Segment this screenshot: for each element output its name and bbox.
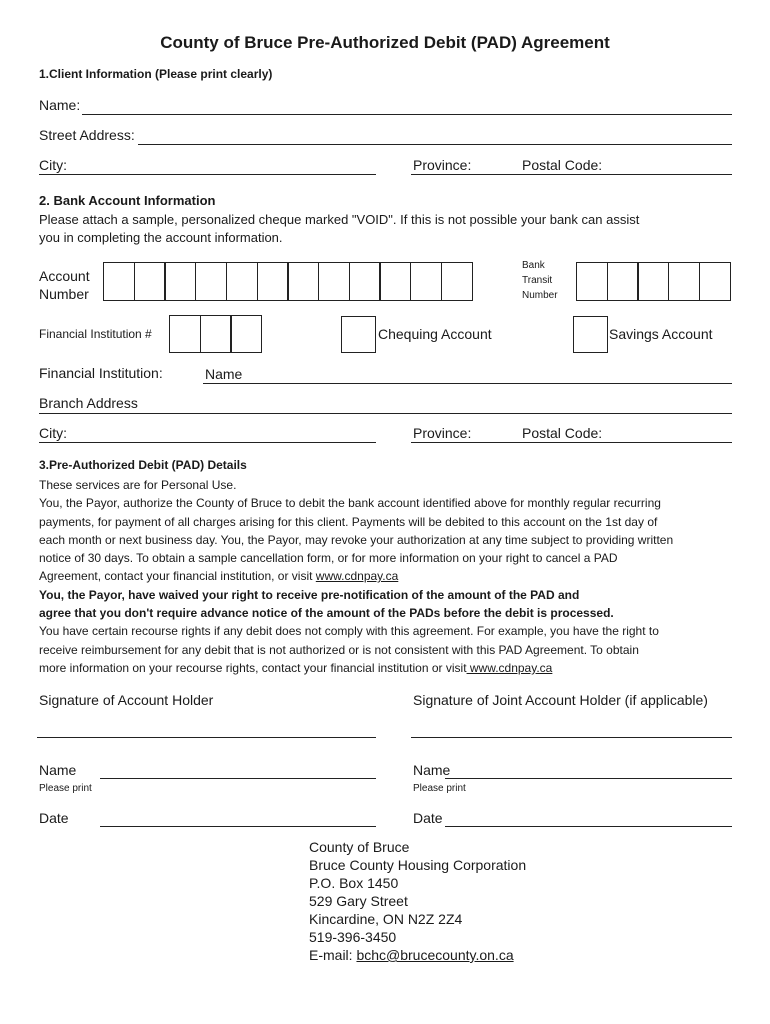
transit-label-2: Transit bbox=[522, 275, 553, 286]
fi-number-boxes[interactable] bbox=[169, 315, 261, 353]
account-digit-box[interactable] bbox=[257, 262, 289, 301]
pad-line-text: more information on your recourse rights, contact your financial institution or visit bbox=[39, 660, 467, 675]
pad-waiver-line: agree that you don't require advance notice of the amount of the PADs before the debit is processed. bbox=[39, 606, 614, 621]
email-line bbox=[309, 946, 526, 964]
transit-digit-box[interactable] bbox=[699, 262, 731, 301]
account-digit-box[interactable] bbox=[379, 262, 411, 301]
account-digit-box[interactable] bbox=[318, 262, 350, 301]
bank-postal-code-label: Postal Code: bbox=[522, 425, 603, 441]
holder-date-label: Date bbox=[39, 810, 69, 826]
account-digit-box[interactable] bbox=[287, 262, 319, 301]
fi-name-label: Name bbox=[205, 366, 243, 382]
account-digit-box[interactable] bbox=[103, 262, 135, 301]
pad-line: notice of 30 days. To obtain a sample cancellation form, or for more information on your right to cancel a PAD bbox=[39, 551, 618, 566]
postal-code-label: Postal Code: bbox=[522, 157, 603, 173]
account-holder-signature-field[interactable] bbox=[37, 737, 376, 738]
phone-number: 519-396-3450 bbox=[309, 929, 397, 945]
branch-address-label: Branch Address bbox=[39, 395, 138, 411]
bank-city-label: City: bbox=[39, 425, 67, 441]
account-digit-box[interactable] bbox=[164, 262, 196, 301]
pad-details-heading: 3.Pre-Authorized Debit (PAD) Details bbox=[39, 458, 247, 472]
transit-digit-box[interactable] bbox=[637, 262, 669, 301]
account-digit-box[interactable] bbox=[441, 262, 473, 301]
address-line: 529 Gary Street bbox=[309, 893, 408, 909]
address-line: County of Bruce bbox=[309, 839, 410, 855]
bank-intro-line-1: Please attach a sample, personalized cheque marked "VOID". If this is not possible your bank can assist bbox=[39, 212, 640, 227]
cdnpay-link[interactable]: www.cdnpay.ca bbox=[315, 569, 399, 584]
joint-please-print: Please print bbox=[413, 783, 466, 794]
pad-line: You, the Payor, authorize the County of Bruce to debit the bank account identified above for monthly regular recurring bbox=[39, 496, 661, 511]
holder-please-print: Please print bbox=[39, 783, 92, 794]
pad-line: each month or next business day. You, the Payor, may revoke your authorization at any time subject to providing written bbox=[39, 532, 674, 547]
transit-digit-box[interactable] bbox=[607, 262, 639, 301]
address-line: P.O. Box 1450 bbox=[309, 875, 399, 891]
address-line: Kincardine, ON N2Z 2Z4 bbox=[309, 911, 463, 927]
province-postal-field[interactable] bbox=[411, 174, 732, 175]
transit-label-1: Bank bbox=[522, 260, 545, 271]
pad-line bbox=[39, 659, 729, 677]
pad-line: receive reimbursement for any debit that is not authorized or is not consistent with this PAD Agreement. To obtain bbox=[39, 642, 639, 657]
pad-line: payments, for payment of all charges arising for this client. Payments will be debited to this account on the 1st day of bbox=[39, 514, 658, 529]
city-field[interactable] bbox=[39, 174, 376, 175]
account-digit-box[interactable] bbox=[195, 262, 227, 301]
joint-holder-signature-field[interactable] bbox=[411, 737, 732, 738]
holder-date-field[interactable] bbox=[100, 826, 376, 827]
address-line: Bruce County Housing Corporation bbox=[309, 857, 527, 873]
account-number-label-1: Account bbox=[39, 268, 90, 284]
province-label: Province: bbox=[413, 157, 472, 173]
account-digit-box[interactable] bbox=[134, 262, 166, 301]
bank-intro-line-2: you in completing the account information. bbox=[39, 230, 283, 245]
transit-digit-box[interactable] bbox=[668, 262, 700, 301]
chequing-label: Chequing Account bbox=[378, 326, 492, 342]
account-number-boxes[interactable] bbox=[103, 262, 471, 301]
branch-address-field[interactable] bbox=[39, 413, 732, 414]
account-number-label-2: Number bbox=[39, 286, 89, 302]
client-info-heading: 1.Client Information (Please print clearly) bbox=[39, 67, 273, 81]
transit-number-boxes[interactable] bbox=[576, 262, 730, 301]
transit-label-3: Number bbox=[522, 290, 558, 301]
savings-checkbox[interactable] bbox=[573, 316, 608, 353]
email-link[interactable]: bchc@brucecounty.on.ca bbox=[356, 947, 514, 963]
bank-info-heading: 2. Bank Account Information bbox=[39, 193, 216, 208]
contact-address bbox=[309, 838, 526, 964]
account-digit-box[interactable] bbox=[349, 262, 381, 301]
joint-holder-signature-label: Signature of Joint Account Holder (if applicable) bbox=[413, 692, 708, 708]
joint-name-field[interactable] bbox=[445, 778, 732, 779]
pad-line: These services are for Personal Use. bbox=[39, 478, 237, 492]
chequing-checkbox[interactable] bbox=[341, 316, 376, 353]
fi-label: Financial Institution: bbox=[39, 365, 163, 381]
client-name-label: Name: bbox=[39, 97, 81, 113]
fi-digit-box[interactable] bbox=[230, 315, 262, 353]
pad-waiver-line: You, the Payor, have waived your right to receive pre-notification of the amount of the PAD and bbox=[39, 587, 580, 602]
cdnpay-link[interactable]: www.cdnpay.ca bbox=[466, 660, 553, 675]
pad-line bbox=[39, 567, 729, 585]
street-address-field[interactable] bbox=[138, 144, 732, 145]
client-name-field[interactable] bbox=[82, 114, 732, 115]
street-address-label: Street Address: bbox=[39, 127, 135, 143]
pad-line-text: Agreement, contact your financial institution, or visit bbox=[39, 569, 316, 584]
email-prefix: E-mail: bbox=[309, 947, 357, 963]
savings-label: Savings Account bbox=[609, 326, 713, 342]
holder-name-field[interactable] bbox=[100, 778, 376, 779]
holder-name-label: Name bbox=[39, 762, 77, 778]
city-label: City: bbox=[39, 157, 67, 173]
bank-province-postal-field[interactable] bbox=[411, 442, 732, 443]
bank-province-label: Province: bbox=[413, 425, 472, 441]
account-holder-signature-label: Signature of Account Holder bbox=[39, 692, 214, 708]
fi-number-label: Financial Institution # bbox=[39, 327, 152, 341]
bank-city-field[interactable] bbox=[39, 442, 376, 443]
pad-line: You have certain recourse rights if any debit does not comply with this agreement. For example, you have the right to bbox=[39, 624, 659, 639]
transit-digit-box[interactable] bbox=[576, 262, 608, 301]
joint-date-label: Date bbox=[413, 810, 443, 826]
joint-name-label: Name bbox=[413, 762, 451, 778]
account-digit-box[interactable] bbox=[226, 262, 258, 301]
fi-digit-box[interactable] bbox=[169, 315, 201, 353]
fi-digit-box[interactable] bbox=[200, 315, 232, 353]
account-digit-box[interactable] bbox=[410, 262, 442, 301]
fi-name-field[interactable] bbox=[203, 383, 732, 384]
pad-details-body bbox=[39, 476, 729, 677]
page-title: County of Bruce Pre-Authorized Debit (PAD) Agreement bbox=[160, 33, 610, 52]
joint-date-field[interactable] bbox=[445, 826, 732, 827]
